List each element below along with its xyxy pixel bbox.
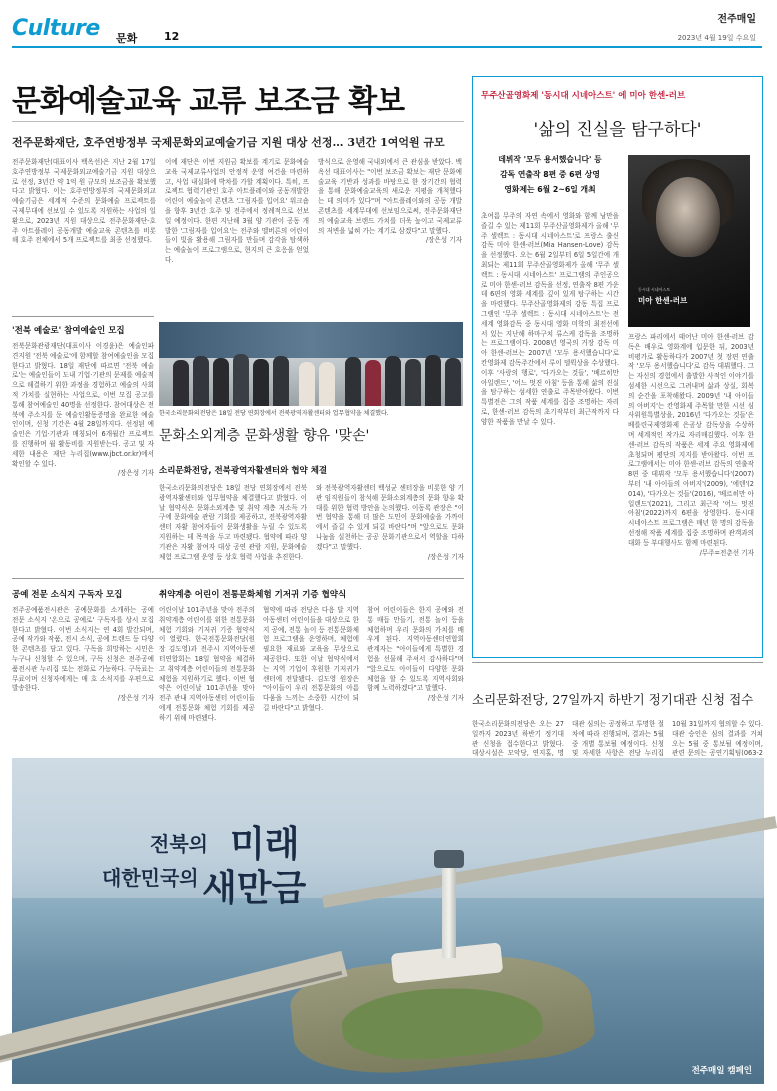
children-col2 [263,606,359,752]
feature-sub-line2: 감독 연출작 8편 중 6편 상영 [500,170,600,179]
feature-subheadline [481,152,619,197]
person-figure [445,358,461,406]
person-figure [319,362,335,406]
person-figure [345,357,361,406]
ad-brand: 전주매일 캠페인 [691,1066,752,1076]
ceremony-col1-text: 한국소리문화의전당은 18일 전당 연회장에서 전북광역자활센터와 업무협약을 체결했다고 밝혔다. 이날 협약식은 문화소외계층 및 취약 계층 저소득 가구에 문화예술 관람 기회를 제공하고, 전북광역자활센터 자활 참여자들이 문화생활을 누릴 수 있도록 지원하는 데 목적을 두고 마련됐다. 협약에 따라 양 기관은 자활 참여자 대상 공연 관람 지원, 문화예술 체험 프로그램 운영 등 상호 협력 사업을 추진한다. [159,484,307,561]
children-col1-text: 어린이날 101주년을 맞아 전주의 취약계층 어린이를 위한 전통문화체험 기회와 기저귀 기증 협약식이 열렸다. 한국전통문화전당(원장 김도영)과 전주시 지역아동센터연합회는 18일 협약을 체결하고 취약계층 어린이들의 전통문화체험을 지원하기로 했다. 이번 협약은 어린이날 101주년을 맞아 전주 관내 지역아동센터 어린이들에게 전통문화 체험 기회를 제공하기 위해 마련됐다. [159,606,255,722]
film-poster-image [628,155,750,327]
saemangeum-ad [12,758,764,1084]
section-rule [472,662,763,663]
ceremony-backdrop [159,322,463,358]
header-rule [12,46,762,48]
section-title-en: Culture [12,16,100,41]
masthead: 전주매일 [717,14,756,25]
sori-col2 [572,720,664,758]
recruit-text [12,606,154,752]
ceremony-subheadline: 소리문화전당, 전북광역자활센터와 협약 체결 [159,466,328,476]
feature-sub-line3: 영화제는 6월 2~6일 개최 [504,185,596,194]
sori-col3 [672,720,763,758]
feature-col1-text: 초여름 무주의 자연 속에서 영화와 함께 낭만을 즐길 수 있는 제11회 무주산골영화제가 올해 '무주 셀렉트 : 동시대 시네아스트'로 프랑스 출신 감독 미아 한센-러브(Mia Hansen-Love) 감독을 선정했다. 오는 6월 2일부터 6일 5일간에 개최되는 제11회 무주산골영화제가 올해 '무주 셀렉트 : 동시대 시네아스트' 프로그램의 주인공으로 미아 한센-러브 감독을 선정, 연출작 8편 가운데 6편의 영화 세계를 깊이 있게 탐구하는 시간을 마련했다. 무주산골영화제의 강동 특집 프로그램인 '무주 셀렉트 : 동시대 시네아스트'는 전 세계 영화감독 중 동시대 영화 미학의 최전선에 서 있는 지난해 하마구치 류스케 감독을 조명하는 프로그램이다. 2008년 영국의 거장 감독 미아 한센-러브는 2007년 '모두 용서했습니다'로 칸영화제 감독주간에서 루이 델뤽상을 수상했다. 이후 '사랑의 행로', '다가오는 것들', '베르히만 아일랜드', '어느 멋진 아침' 등을 통해 삶의 진실을 탐구하는 섬세한 연출로 주목받아왔다. 이번 특별전은 그의 작품 세계를 집중 조명하는 자리로, 한센-러브 감독의 초기작부터 최근작까지 다양한 작품을 만날 수 있다. [481,212,619,426]
feature-col2 [628,333,754,651]
person-figure [253,359,269,406]
ad-tower-top [434,850,464,868]
jeonbuk-text [12,342,154,566]
ad-big2: 새만금 [202,867,307,909]
feature-byline: /무주=전춘선 기자 [699,548,754,557]
ceremony-headline: 문화소외계층 문화생활 향유 '맞손' [159,428,370,444]
person-figure [193,356,209,406]
poster-face-shape [656,177,720,257]
ceremony-col2-text: 와 전북광역자활센터 백성균 센터장을 비롯한 양 기관 임직원들이 참석해 문화소외계층의 문화 향유 확대를 위한 협력 방안을 논의했다. 이동록 관장은 "이번 협약을 통해 더 많은 도민이 문화예술을 가까이에서 즐길 수 있게 되길 바란다"며 "앞으로도 문화 나눔을 실천하는 공공 문화기관으로서 역할을 다하겠다"고 말했다. [316,484,464,551]
person-figure [405,359,421,406]
feature-col2-text: 프랑스 파리에서 태어난 미아 한센-러브 감독은 배우로 영화계에 입문한 뒤, 2003년 비평가로 활동하다가 2007년 첫 장편 연출작 '모두 용서했습니다'로 감독 데뷔했다. 그는 자신의 경험에서 출발한 사적인 이야기를 섬세한 시선으로 그려내며 삶과 상실, 회복의 순간을 포착해왔다. 2009년 '내 아이들의 아버지'는 칸영화제 주목할 만한 시선 심사위원특별상을, 2016년 '다가오는 것들'은 베를린국제영화제 은곰상 감독상을 수상하며 세계적인 작가로 자리매김했다. 이후 한센-러브 감독의 작품은 세계 주요 영화제에 초청되며 평단의 지지를 받아왔다. 이번 프로그램에서는 미아 한센-러브 감독의 연출작 8편 중 데뷔작 '모두 용서했습니다'(2007)부터 '내 아이들의 아버지'(2009), '에덴'(2014), '다가오는 것들'(2016), '베르히만 아일랜드'(2021), 그리고 최근작 '어느 멋진 아침'(2022)까지 6편을 상영한다. 동시대 시네아스트 프로그램은 매년 한 명의 감독을 선정해 작품 세계를 집중 조명하며 관객과의 대화 등 부대행사도 함께 마련된다. [628,333,754,547]
ceremony-byline: /장은성 기자 [427,552,464,561]
person-figure [273,356,289,406]
main-article-col1-text: 전주문화재단(대표이사 백옥선)은 지난 2월 17일 호주연방정부 국제문화외교예술기금 지원 대상으로 선정, 3년간 약 1억 원 규모의 보조금을 확보했다고 밝혔다. 이는 호주연방정부의 국제문화외교예술기금은 세계적 수준의 문화예술 프로젝트를 국제무대에 선보일 수 있도록 지원하는 사업의 일환으로, 2023년 지원 대상으로 전주문화재단-호주 아트플레이 공동개발 예술교육 콘텐츠를 비롯해 호주 전체에서 5개 프로젝트를 최종 선정했다. [12,158,156,245]
children-col3-text: 참여 어린이들은 한지 공예와 전통 매듭 만들기, 전통 놀이 등을 체험하며 우리 문화의 가치를 배우게 된다. 지역아동센터연합회 관계자는 "아이들에게 특별한 경험을 선물해 주셔서 감사하다"며 "앞으로도 아이들이 다양한 문화 체험을 할 수 있도록 지역사회와 함께 노력하겠다"고 말했다. [367,606,464,693]
person-figure [213,358,229,406]
main-headline: 문화예술교육 교류 보조금 확보 [12,84,405,119]
children-col1 [159,606,255,752]
recruit-text-content: 전주공예품전시관은 공예문화를 소개하는 공예 전문 소식지 '온으로 공예로' 구독자를 상시 모집한다고 밝혔다. 이번 소식지는 연 4회 발간되며, 공예 작가와 작품, 전시 소식, 공예 트렌드 등 다양한 콘텐츠를 담고 있다. 구독을 희망하는 시민은 누구나 신청할 수 있으며, 구독 신청은 전주공예품전시관 누리집 또는 전화로 가능하다. 구독료는 무료이며 신청자에게는 매 호 소식지를 우편으로 발송한다. [12,606,154,693]
ceremony-col1 [159,484,307,572]
person-figure [233,354,249,406]
sori-col3-text: 10월 31일까지 협의할 수 있다. 대관 승인은 심의 결과를 거쳐 오는 5월 중 통보될 예정이며, 관련 문의는 공연기획팀(063-2 [672,720,763,758]
person-figure [173,360,189,406]
sori-col2-text: 대관 심의는 공정하고 투명한 절차에 따라 진행되며, 결과는 5월 중 개별 통보될 예정이다. 신청 및 자세한 사항은 전당 누리집 [572,720,664,758]
main-article-col3-text: 방식으로 운영해 국내외에서 큰 관심을 받았다. 백옥선 대표이사는 "이번 보조금 확보는 재단 문화예술교육 기반과 성과를 바탕으로 한 장기간의 협력을 통해 문화예술교육의 새로운 지평을 개척했다는 데 의미가 있다"며 "아트플레이와의 공동 개발 콘텐츠를 세계무대에 선보임으로써, 전주문화재단의 예술교육 브랜드 가치를 더욱 높이고 국제교류의 저변을 넓혀 가는 계기로 삼겠다"고 말했다. [318,158,462,235]
dateline: 2023년 4월 19일 수요일 [677,34,756,42]
recruit-title: 공예 전문 소식지 구독자 모집 [12,590,123,600]
jeonbuk-text-content: 전북문화관광재단(대표이사 이경윤)은 예술인파견지원 '전북 예술로'에 함께할 참여예술인을 모집한다고 밝혔다. 18일 재단에 따르면 '전북 예술로'는 예술인들이 도내 기업·기관의 문제를 예술적으로 해결하기 위한 과정을 경험하고 예술의 사회적 가치를 실현하는 사업으로, 이번 모집 공고를 통해 참여예술인 40명을 선정한다. 참여대상은 전북에 주소지를 둔 예술인활동증명을 완료한 예술인이며, 신청 기간은 4월 28일까지다. 선정된 예술인은 기업·기관과 매칭되어 6개월간 프로젝트를 진행하며 월 활동비를 지원받는다. 공고 및 자세한 내용은 재단 누리집(www.jbct.or.kr)에서 확인할 수 있다. [12,342,154,468]
main-article-byline: /장은성 기자 [425,236,462,245]
ceremony-caption: 한국소리문화의전당은 18일 전당 연회장에서 전북광역자활센터와 업무협약을 체결했다. [159,410,389,417]
person-figure [425,355,441,406]
feature-headline: '삶의 진실을 탐구하다' [533,120,702,140]
main-headline-rule [12,121,464,122]
section-title-kr: 문화 [116,32,138,45]
ad-tower [442,858,456,958]
ad-line2: 대한민국의 [102,866,199,890]
ceremony-photo [159,322,463,406]
feature-col1 [481,212,619,582]
main-article-col1 [12,158,156,308]
children-col2-text: 협약에 따라 전당은 다음 달 지역아동센터 어린이들을 대상으로 한지 공예, 전통 놀이 등 전통문화체험 프로그램을 운영하며, 체험에 필요한 재료와 교육을 무상으로 제공한다. 또한 이날 협약식에서는 지역 기업이 후원한 기저귀가 센터에 전달됐다. 김도영 원장은 "아이들이 우리 전통문화의 아름다움을 느끼는 소중한 시간이 되길 바란다"고 밝혔다. [263,606,359,712]
sori-col1 [472,720,564,758]
recruit-byline: /장은성 기자 [117,694,154,703]
person-figure [299,362,315,406]
ceremony-col2 [316,484,464,572]
jeonbuk-title: '전북 예술로' 참여예술인 모집 [12,326,125,336]
ad-seawall [322,816,777,908]
feature-kicker: 무주산골영화제 '동시대 시네아스트' 에 미아 한센-러브 [481,91,686,101]
main-article-col2-text: 이에 재단은 이번 지원금 확보를 계기로 문화예술교육 국제교류사업의 안정적 운영 여건을 마련하고, 사업 내실화에 박차를 가할 계획이다. 특히, 프로젝트 협력기관인 호주 아트플레이와 공동개발한 어린이 예술놀이 콘텐츠 '그림자를 입어요' 워크숍을 향후 3년간 호주 및 전주에서 정례적으로 선보일 예정이다. 한편 지난해 3월 양 기관이 공동 개발한 '그림자를 입어요'는 전주와 멜버른의 어린이들이 빛을 활용해 그림자를 만들며 감각을 탐색하는 예술놀이 프로그램으로, 현지의 큰 호응을 얻었다. [165,158,309,264]
section-rule [12,578,464,579]
sori-col1-text: 한국소리문화의전당은 오는 27일까지 2023년 하반기 정기대관 신청을 접수한다고 밝혔다. 대상시설은 모악당, 연지홀, 명 [472,720,564,758]
page-number: 12 [164,30,180,43]
children-byline: /장은성 기자 [427,694,464,703]
sori-headline: 소리문화전당, 27일까지 하반기 정기대관 신청 접수 [472,692,754,707]
person-figure [365,360,381,406]
poster-small-text: 동시대 시네아스트 [638,287,671,292]
person-figure [385,356,401,406]
main-article-col3 [318,158,462,308]
jeonbuk-byline: /장은성 기자 [117,469,154,478]
feature-sub-line1: 데뷔작 '모두 용서했습니다' 등 [498,155,602,164]
ad-big1: 미래 [230,823,300,865]
children-col3 [367,606,464,752]
ad-line1: 전북의 [150,832,208,856]
main-subheadline: 전주문화재단, 호주연방정부 국제문화외교예술기금 지원 대상 선정… 3년간 1여억원 규모 [12,136,445,149]
main-article-col2 [165,158,309,308]
children-title: 취약계층 어린이 전통문화체험 기저귀 기증 협약식 [159,590,347,600]
poster-name: 미아 한센-러브 [638,296,688,305]
